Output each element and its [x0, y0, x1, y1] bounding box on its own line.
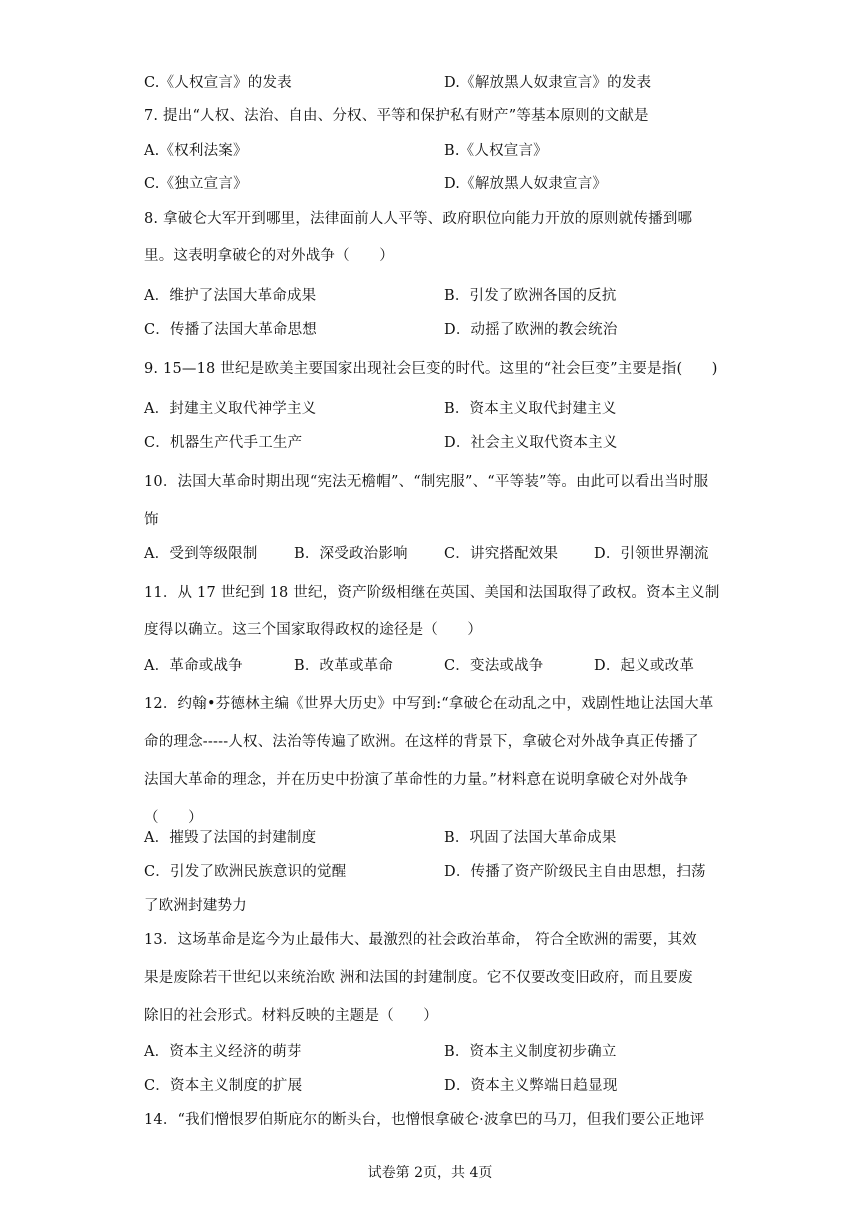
option-a: C.《独立宣言》: [144, 176, 248, 192]
text-line: 13．这场革命是迄今为止最伟大、最激烈的社会政治革命， 符合全欧洲的需要，其效: [144, 932, 697, 948]
text-line: 11．从 17 世纪到 18 世纪，资产阶级相继在英国、美国和法国取得了政权。资本主义制: [144, 585, 720, 601]
option-b: D.《解放黑人奴隶宣言》的发表: [444, 75, 652, 91]
option-a: A．革命或战争: [144, 658, 243, 674]
option-row: [144, 286, 724, 306]
option-b: D．社会主义取代资本主义: [444, 435, 618, 451]
option-row: [144, 399, 724, 419]
option-row: [144, 174, 724, 194]
option-a: A．摧毁了法国的封建制度: [144, 830, 317, 846]
option-row: [144, 433, 724, 453]
option-c: C．变法或战争: [444, 658, 544, 674]
option-row: [144, 1076, 724, 1096]
text-line: 14．“我们憎恨罗伯斯庇尔的断头台，也憎恨拿破仑·波拿巴的马刀，但我们要公正地评: [144, 1112, 705, 1128]
option-a: A．维护了法国大革命成果: [144, 288, 317, 304]
option-b: D．传播了资产阶级民主自由思想，扫荡: [444, 864, 706, 880]
option-a: C．资本主义制度的扩展: [144, 1078, 303, 1094]
text-line: 12．约翰•芬德林主编《世界大历史》中写到:“拿破仑在动乱之中，戏剧性地让法国大革: [144, 696, 714, 712]
text-line: 饰: [144, 512, 159, 528]
option-a: C．传播了法国大革命思想: [144, 322, 317, 338]
text-line: 除旧的社会形式。材料反映的主题是（ ）: [144, 1008, 438, 1024]
option-row: [144, 1042, 724, 1062]
option-a: A.《权利法案》: [144, 143, 248, 159]
option-b: B．引发了欧洲各国的反抗: [444, 288, 617, 304]
option-a: A．资本主义经济的萌芽: [144, 1044, 302, 1060]
option-b: B．资本主义制度初步确立: [444, 1044, 617, 1060]
option-b: B．资本主义取代封建主义: [444, 401, 617, 417]
text-line: 度得以确立。这三个国家取得政权的途径是（ ）: [144, 622, 483, 638]
option-row: [144, 828, 724, 848]
option-a: A．受到等级限制: [144, 546, 258, 562]
option-b: B.《人权宣言》: [444, 143, 548, 159]
option-row: [144, 320, 724, 340]
option-b: B．巩固了法国大革命成果: [444, 830, 617, 846]
option-a: A．封建主义取代神学主义: [144, 401, 317, 417]
text-line: 7. 提出“人权、法治、自由、分权、平等和保护私有财产”等基本原则的文献是: [144, 108, 649, 124]
option-a: C．机器生产代手工生产: [144, 435, 303, 451]
option-a: C.《人权宣言》的发表: [144, 75, 292, 91]
option-b: D．资本主义弊端日趋显现: [444, 1078, 618, 1094]
text-line: 法国大革命的理念，并在历史中扮演了革命性的力量。”材料意在说明拿破仑对外战争: [144, 772, 689, 788]
text-line: （ ）: [144, 810, 203, 826]
option-row: [144, 544, 724, 564]
option-b: D．动摇了欧洲的教会统治: [444, 322, 618, 338]
text-line: 8. 拿破仑大军开到哪里，法律面前人人平等、政府职位向能力开放的原则就传播到哪: [144, 211, 693, 227]
text-line: 果是废除若干世纪以来统治欧 洲和法国的封建制度。它不仅要改变旧政府，而且要废: [144, 970, 693, 986]
option-d: D．起义或改革: [594, 658, 695, 674]
option-d: D．引领世界潮流: [594, 546, 709, 562]
text-line: 10．法国大革命时期出现“宪法无檐帽”、“制宪服”、“平等装”等。由此可以看出当时服: [144, 474, 709, 490]
option-row: [144, 73, 724, 93]
option-b: D.《解放黑人奴隶宣言》: [444, 176, 608, 192]
option-a: C．引发了欧洲民族意识的觉醒: [144, 864, 347, 880]
text-line: 命的理念-----人权、法治等传遍了欧洲。在这样的背景下，拿破仑对外战争真正传播了: [144, 734, 699, 750]
text-line: 9. 15—18 世纪是欧美主要国家出现社会巨变的时代。这里的“社会巨变”主要是指( ): [144, 361, 718, 377]
option-row: [144, 141, 724, 161]
text-line: 了欧洲封建势力: [144, 898, 247, 914]
text-line: 里。这表明拿破仑的对外战争（ ）: [144, 248, 394, 264]
option-c: C．讲究搭配效果: [444, 546, 559, 562]
option-b: B．改革或革命: [294, 658, 394, 674]
option-b: B．深受政治影响: [294, 546, 408, 562]
option-row: [144, 862, 724, 882]
page-footer: 试卷第 2页，共 4页: [367, 1165, 493, 1181]
option-row: [144, 656, 724, 676]
